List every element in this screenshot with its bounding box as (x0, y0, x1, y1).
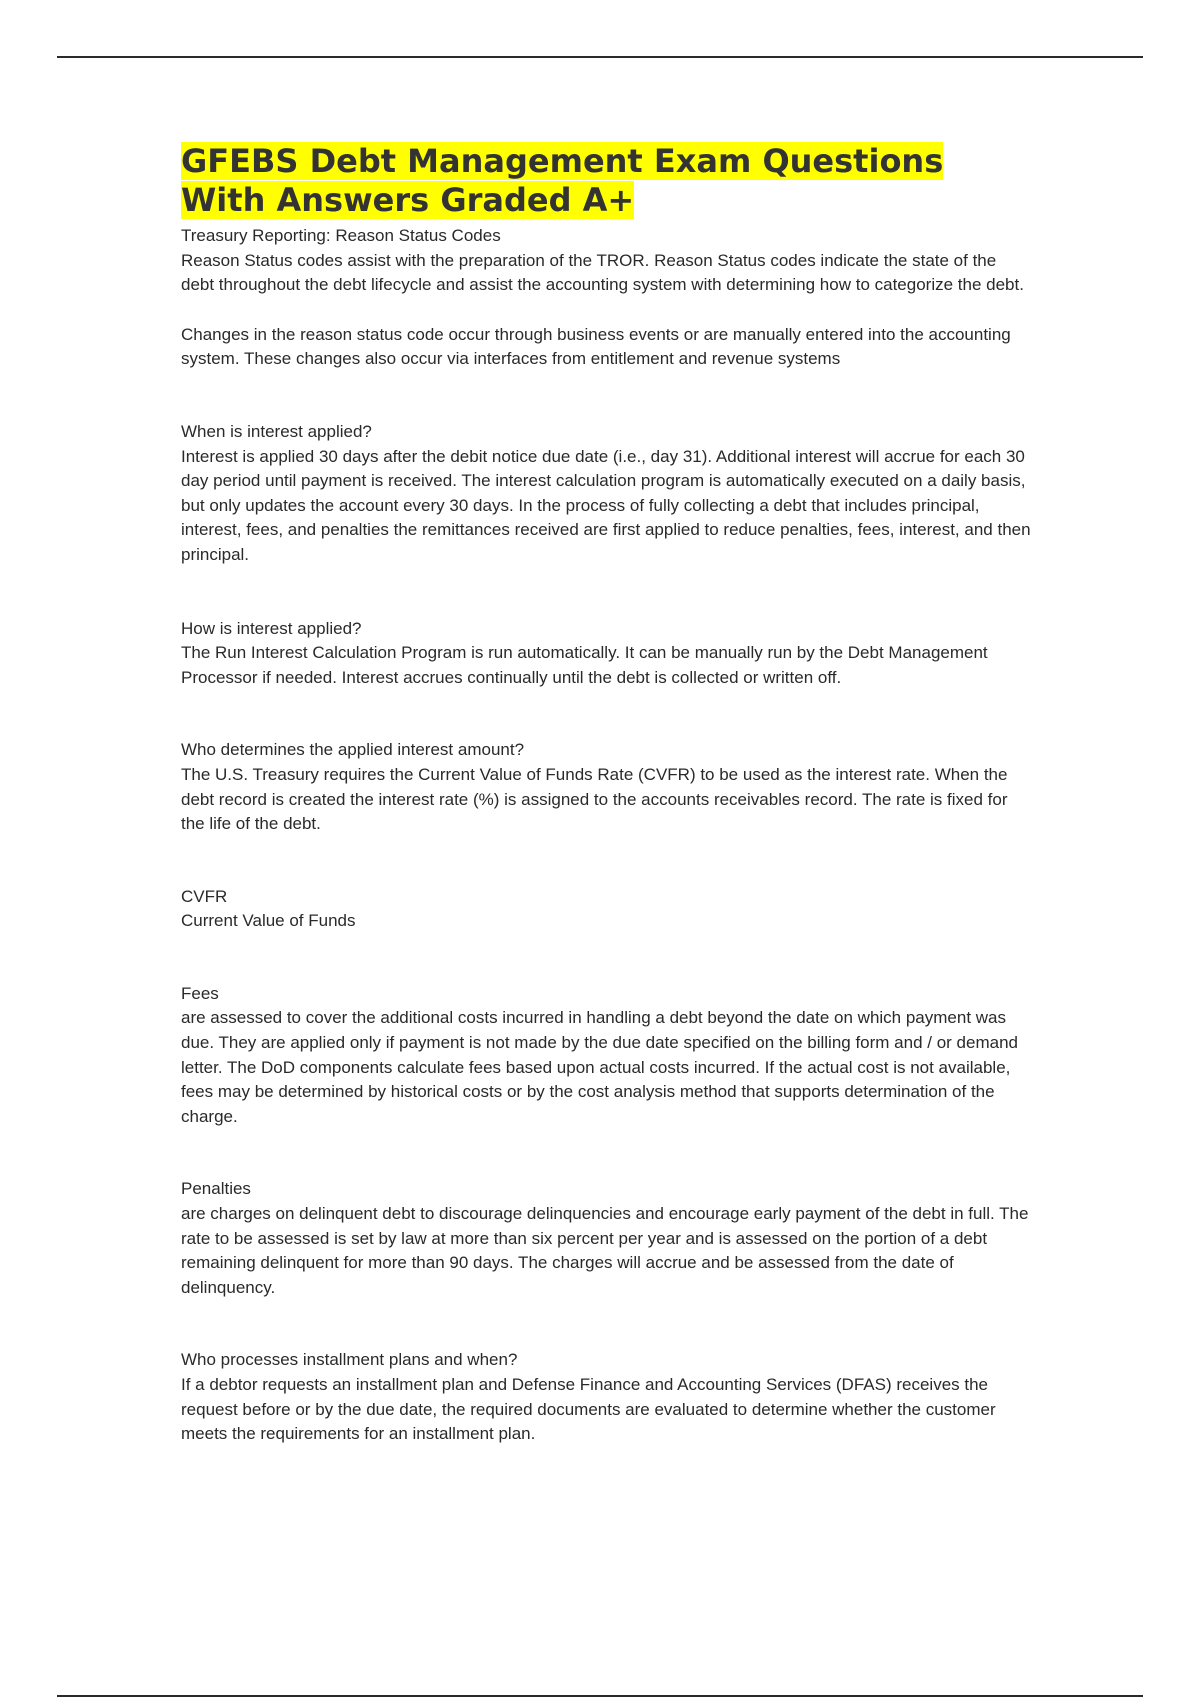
bottom-rule (57, 1695, 1143, 1697)
answer-text: Changes in the reason status code occur through business events or are manually entered into the accounting system. These changes also occur via interfaces from entitlement and revenue systems (181, 324, 1011, 369)
qa-entry-who-determines (181, 738, 1031, 836)
qa-entry-fees (181, 982, 1031, 1130)
qa-entry-when-interest (181, 420, 1031, 568)
qa-entry-cvfr (181, 885, 1031, 934)
top-rule (57, 56, 1143, 58)
question-text: Who processes installment plans and when? (181, 1350, 518, 1370)
answer-text: The Run Interest Calculation Program is run automatically. It can be manually run by the Debt Management Processor if needed. Interest accrues continually until the debt is collected or written off. (181, 643, 988, 687)
document-title (181, 142, 1031, 220)
qa-entry-installment (181, 1348, 1031, 1446)
document-body (181, 142, 1031, 1447)
question-text: How is interest applied? (181, 618, 362, 638)
question-text: Who determines the applied interest amount? (181, 740, 525, 760)
answer-text: Reason Status codes assist with the preparation of the TROR. Reason Status codes indicate the state of the debt throughout the debt lifecycle and assist the accounting system with determining how to categorize the debt. (181, 250, 1024, 295)
answer-text: Interest is applied 30 days after the debit notice due date (i.e., day 31). Additional interest will accrue for each 30 day period until payment is received. The interest calculation program is automatically executed on a daily basis, but only updates the account every 30 days. In the process of fully collecting a debt that includes principal, interest, fees, and penalties the remittances received are first applied to reduce penalties, fees, interest, and then principal. (181, 446, 1031, 564)
title-highlight: GFEBS Debt Management Exam Questions With Answers Graded A+ (181, 142, 944, 219)
qa-entry-reason-status (181, 224, 1031, 372)
qa-entry-how-interest (181, 617, 1031, 691)
qa-entry-penalties (181, 1177, 1031, 1300)
question-text: CVFR (181, 886, 228, 906)
question-text: When is interest applied? (181, 421, 372, 441)
question-text: Penalties (181, 1179, 251, 1199)
answer-text: If a debtor requests an installment plan and Defense Finance and Accounting Services (DFAS) receives the request before or by the due date, the required documents are evaluated to determine whether the customer meets the requirements for an installment plan. (181, 1375, 996, 1444)
answer-text: are assessed to cover the additional costs incurred in handling a debt beyond the date on which payment was due. They are applied only if payment is not made by the due date specified on the billing form and / or demand letter. The DoD components calculate fees based upon actual costs incurred. If the actual cost is not available, fees may be determined by historical costs or by the cost analysis method that supports determination of the charge. (181, 1008, 1018, 1126)
question-text: Fees (181, 983, 219, 1003)
answer-text: The U.S. Treasury requires the Current Value of Funds Rate (CVFR) to be used as the interest rate. When the debt record is created the interest rate (%) is assigned to the accounts receivables record. The rate is fixed for the life of the debt. (181, 764, 1008, 834)
paragraph-gap (181, 298, 1031, 323)
question-text: Treasury Reporting: Reason Status Codes (181, 226, 501, 245)
answer-text: Current Value of Funds (181, 911, 356, 931)
answer-text: are charges on delinquent debt to discourage delinquencies and encourage early payment of the debt in full. The rate to be assessed is set by law at more than six percent per year and is assessed on the portion of a debt remaining delinquent for more than 90 days. The charges will accrue and be assessed from the date of delinquency. (181, 1204, 1029, 1297)
